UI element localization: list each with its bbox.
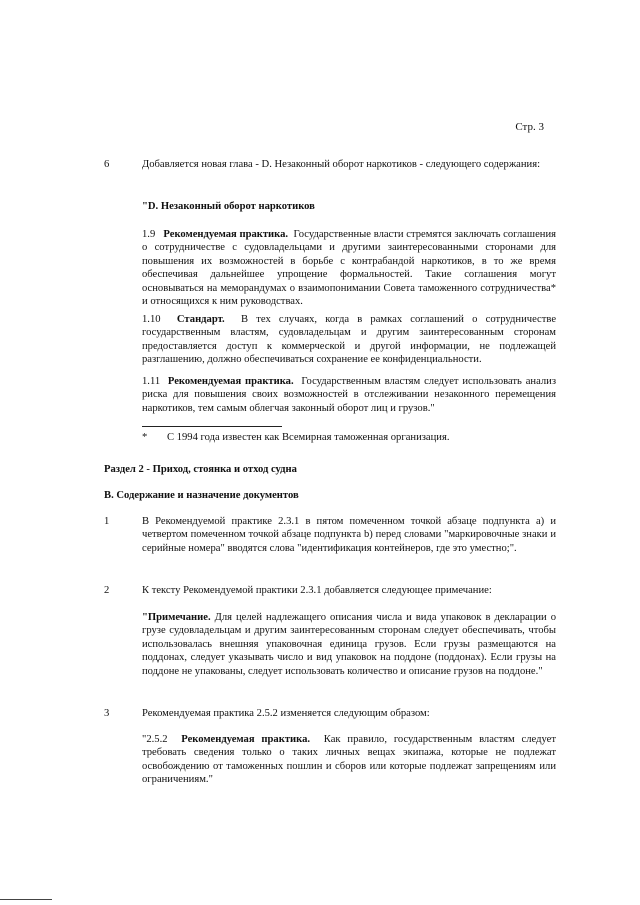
footnote-separator: [142, 426, 282, 427]
item-number-6: 6: [104, 159, 110, 170]
paragraph-label: Рекомендуемая практика.: [167, 376, 294, 387]
paragraph-text: Государственным властям следует использовать анализ риска для повышения своих возможностей в отслеживании незаконного перемещения наркотиков, тем самым облегчая законный оборот лиц и грузов.": [142, 376, 557, 414]
section-heading: Раздел 2 - Приход, стоянка и отход судна: [104, 464, 297, 475]
paragraph-1-11: [142, 375, 556, 415]
item-number-1: 1: [104, 516, 110, 527]
paragraph-label: Рекомендуемая практика.: [181, 734, 311, 745]
subsection-heading: B. Содержание и назначение документов: [104, 490, 299, 501]
note-paragraph: [142, 611, 556, 678]
note-label: "Примечание.: [142, 612, 211, 623]
item-2-text: К тексту Рекомендуемой практики 2.3.1 добавляется следующее примечание:: [142, 585, 492, 596]
paragraph-1-10: [142, 313, 556, 367]
paragraph-label: Рекомендуемая практика.: [163, 229, 289, 240]
footnote-mark: *: [142, 432, 148, 443]
item-3-text: Рекомендуемая практика 2.5.2 изменяется следующим образом:: [142, 708, 430, 719]
item-6-intro: Добавляется новая глава - D. Незаконный оборот наркотиков - следующего содержания:: [142, 159, 541, 170]
paragraph-text: В тех случаях, когда в рамках соглашений о сотрудничестве государственным властям, судовладельцам и другим заинтересованным сторонам предоставляется доступ к коммерческой и другой информации, не подлежащей разглашению, должно обеспечиваться сохранение ее конфиденциальности.: [142, 314, 557, 366]
item-number-3: 3: [104, 708, 110, 719]
footnote-text: С 1994 года известен как Всемирная таможенная организация.: [167, 432, 450, 443]
chapter-title: "D. Незаконный оборот наркотиков: [142, 201, 315, 212]
page-edge-line: [0, 899, 52, 900]
paragraph-number: 1.10: [142, 314, 161, 325]
item-number-2: 2: [104, 585, 110, 596]
paragraph-text: Как правило, государственным властям следует требовать сведения только о таких личных вещах экипажа, которые не подлежат освобождению от таможенных пошлин и сборов или которые подлежат запрещениям или ограничениям.": [142, 734, 556, 786]
note-text: Для целей надлежащего описания числа и вида упаковок в декларации о грузе судовладельцам и другим заинтересованным сторонам следует обеспечивать, чтобы использовалась внешняя упаковочная единица грузов. Если грузы размещаются на поддонах, следует указывать число и вид упаковок на поддоне (поддонах). Если грузы на поддоне не упакованы, следует использовать количество и описание грузов на поддоне.": [142, 612, 556, 677]
paragraph-number: "2.5.2: [142, 734, 168, 745]
paragraph-2-5-2: [142, 733, 556, 787]
paragraph-number: 1.11: [142, 376, 161, 387]
page-number: Стр. 3: [515, 121, 544, 133]
item-1-text: В Рекомендуемой практике 2.3.1 в пятом помеченном точкой абзаце подпункта a) и четвертом помеченном точкой абзаце подпункта b) перед словами "маркировочные знаки и серийные номера" вводятся слова "идентификация контейнеров, где это уместно;".: [142, 516, 556, 554]
paragraph-label: Стандарт.: [176, 314, 225, 325]
paragraph-1-9: [142, 228, 556, 308]
paragraph-text: Государственные власти стремятся заключать соглашения о сотрудничестве с судовладельцами и другими заинтересованными сторонами для повышения их возможностей в борьбе с контрабандой наркотиков, в то же время обеспечивая дальнейшее упрощение формальностей. Такие соглашения могут основываться на меморандумах о взаимопонимании Совета таможенного сотрудничества* и относящихся к ним руководствах.: [142, 229, 557, 308]
paragraph-number: 1.9: [142, 229, 156, 240]
